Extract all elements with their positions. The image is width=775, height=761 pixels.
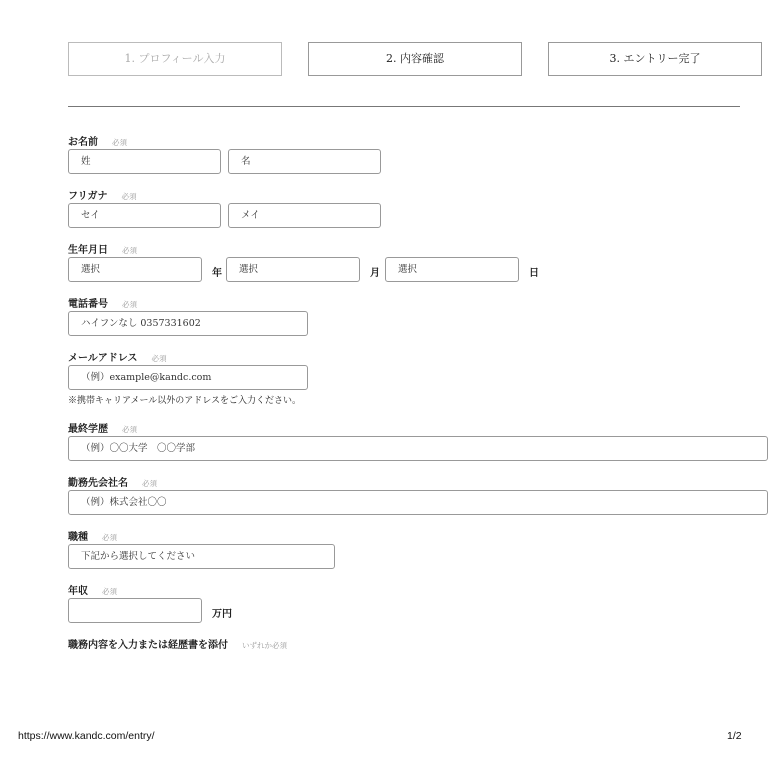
- birthday-label: 生年月日 必須: [68, 245, 137, 256]
- required-badge: 必須: [102, 587, 117, 596]
- required-badge: 必須: [102, 533, 117, 542]
- phone-label: 電話番号 必須: [68, 299, 137, 310]
- month-suffix: 月: [370, 268, 380, 279]
- required-badge: 必須: [151, 354, 167, 363]
- birth-year-select[interactable]: 選択: [68, 257, 202, 282]
- first-name-kana-input[interactable]: メイ: [228, 203, 381, 228]
- day-suffix: 日: [529, 268, 539, 279]
- step-profile-input: 1. プロフィール入力: [68, 42, 282, 76]
- last-name-kana-input[interactable]: セイ: [68, 203, 221, 228]
- email-label: メールアドレス 必須: [68, 353, 167, 364]
- income-suffix: 万円: [212, 609, 232, 620]
- required-badge: 必須: [122, 300, 137, 309]
- job-type-label: 職種 必須: [68, 532, 117, 543]
- birth-month-select[interactable]: 選択: [226, 257, 360, 282]
- phone-input[interactable]: ハイフンなし 0357331602: [68, 311, 308, 336]
- education-label: 最終学歴 必須: [68, 424, 137, 435]
- required-badge: 必須: [142, 479, 157, 488]
- birth-day-select[interactable]: 選択: [385, 257, 519, 282]
- step-confirm: 2. 内容確認: [308, 42, 522, 76]
- income-input[interactable]: [68, 598, 202, 623]
- required-badge: 必須: [112, 138, 127, 147]
- email-input[interactable]: （例）example@kandc.com: [68, 365, 308, 390]
- last-name-input[interactable]: 姓: [68, 149, 221, 174]
- email-note: ※携帯キャリアメール以外のアドレスをご入力ください。: [68, 396, 302, 406]
- job-desc-label: 職務内容を入力または経歴書を添付 いずれか必須: [68, 640, 287, 651]
- progress-steps: [68, 42, 768, 76]
- required-badge: 必須: [122, 246, 137, 255]
- required-badge: 必須: [122, 425, 137, 434]
- page-number: 1/2: [727, 730, 742, 742]
- kana-label: フリガナ 必須: [68, 191, 137, 202]
- education-input[interactable]: （例）〇〇大学 〇〇学部: [68, 436, 768, 461]
- either-required-hint: いずれか必須: [242, 641, 287, 650]
- company-label: 勤務先会社名 必須: [68, 478, 157, 489]
- required-badge: 必須: [121, 192, 137, 201]
- company-input[interactable]: （例）株式会社〇〇: [68, 490, 768, 515]
- step-complete: 3. エントリー完了: [548, 42, 762, 76]
- first-name-input[interactable]: 名: [228, 149, 381, 174]
- name-label: お名前 必須: [68, 137, 127, 148]
- page-url: https://www.kandc.com/entry/: [18, 730, 155, 742]
- job-type-select[interactable]: 下記から選択してください: [68, 544, 335, 569]
- income-label: 年収 必須: [68, 586, 117, 597]
- year-suffix: 年: [212, 268, 222, 279]
- divider: [68, 106, 740, 107]
